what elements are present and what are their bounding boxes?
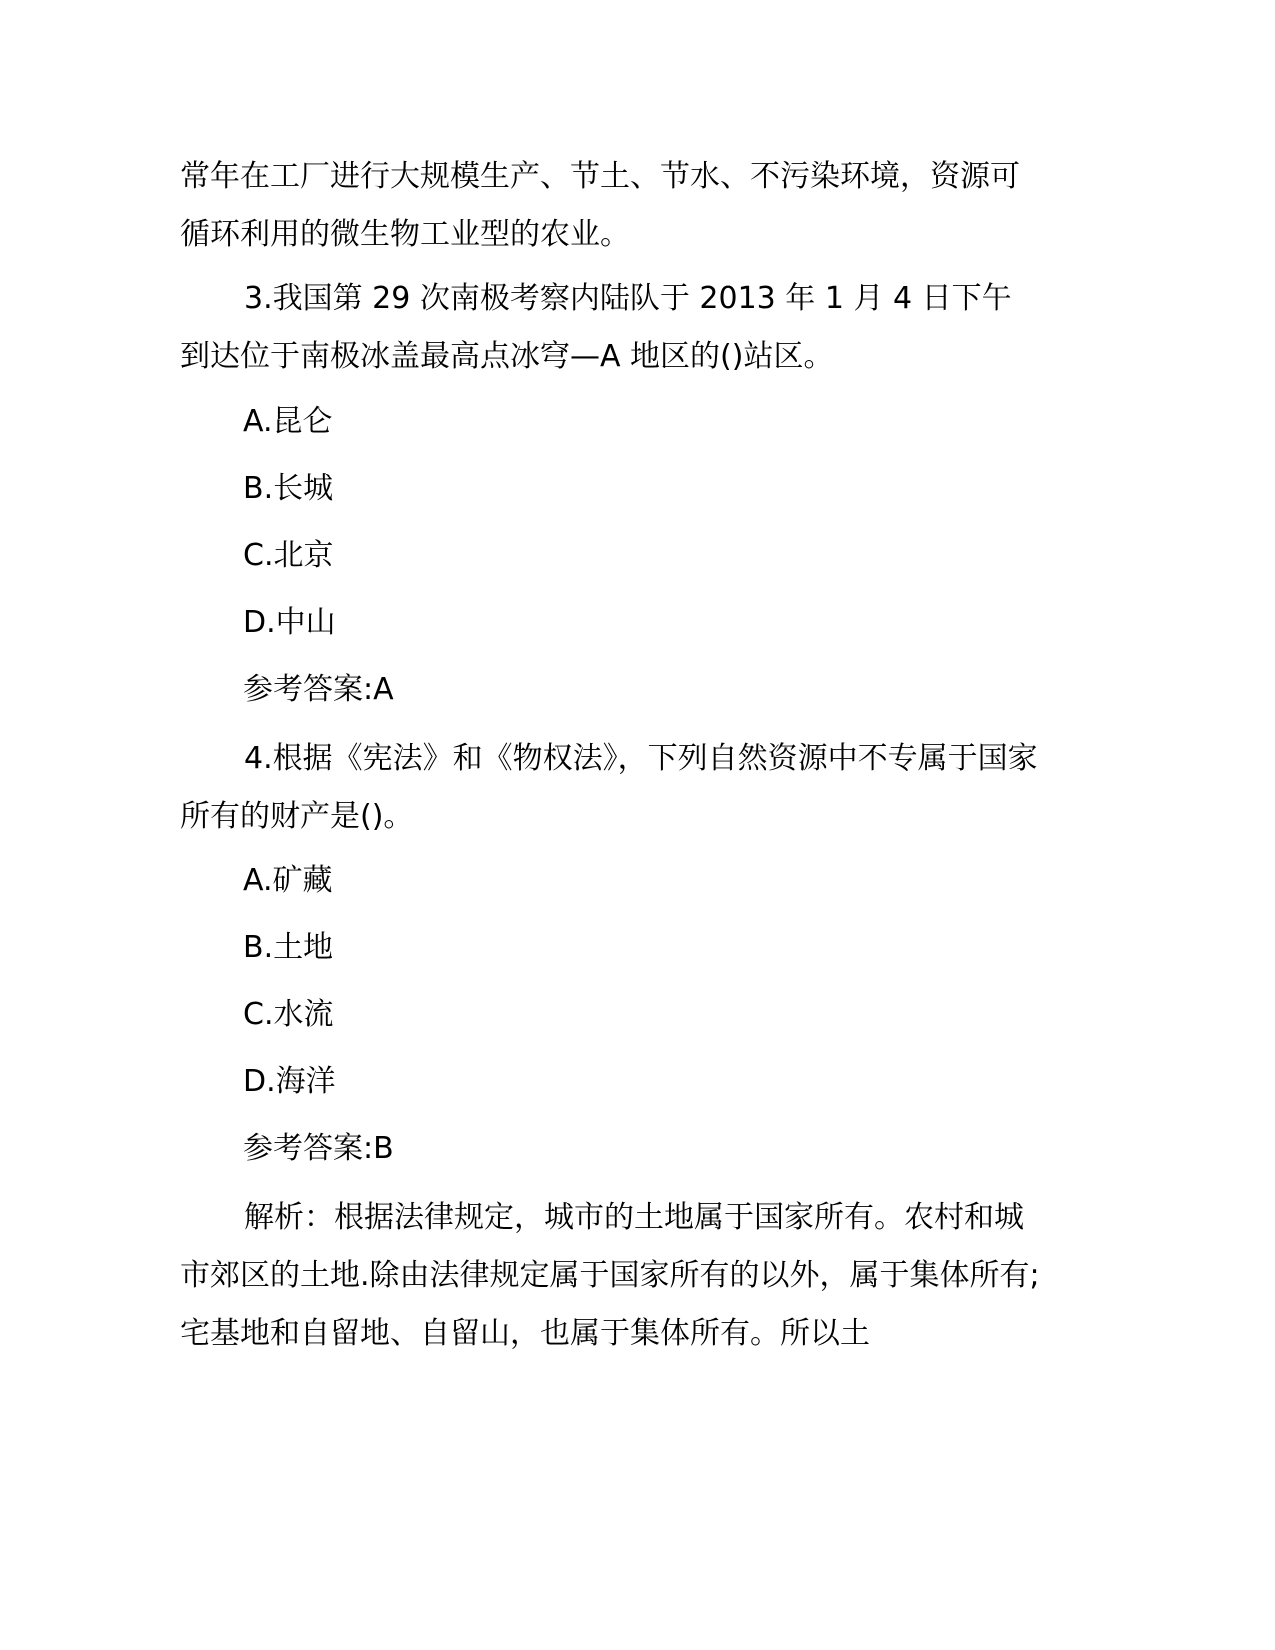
question-3-option-a: A.昆仑 (243, 404, 333, 439)
question-4-option-a: A.矿藏 (243, 863, 333, 898)
question-4-option-c: C.水流 (243, 997, 334, 1032)
question-4-analysis: 解析：根据法律规定，城市的土地属于国家所有。农村和城市郊区的土地.除由法律规定属于国家所有的以外，属于集体所有;宅基地和自留地、自留山，也属于集体所有。所以土 (180, 1200, 1040, 1351)
question-3-option-c: C.北京 (243, 538, 334, 573)
question-3-option-b: B.长城 (243, 471, 334, 506)
question-4-stem: 4.根据《宪法》和《物权法》，下列自然资源中不专属于国家所有的财产是()。 (180, 741, 1038, 834)
question-3-stem: 3.我国第 29 次南极考察内陆队于 2013 年 1 月 4 日下午到达位于南极冰盖最高点冰穹—A 地区的()站区。 (180, 281, 1012, 374)
question-3-answer: 参考答案:A (243, 672, 394, 707)
question-3-option-d: D.中山 (243, 605, 336, 640)
continuation-paragraph: 常年在工厂进行大规模生产、节土、节水、不污染环境，资源可循环利用的微生物工业型的农业。 (180, 159, 1020, 252)
question-4-answer: 参考答案:B (243, 1131, 394, 1166)
question-4-option-b: B.土地 (243, 930, 334, 965)
question-4-option-d: D.海洋 (243, 1064, 336, 1099)
